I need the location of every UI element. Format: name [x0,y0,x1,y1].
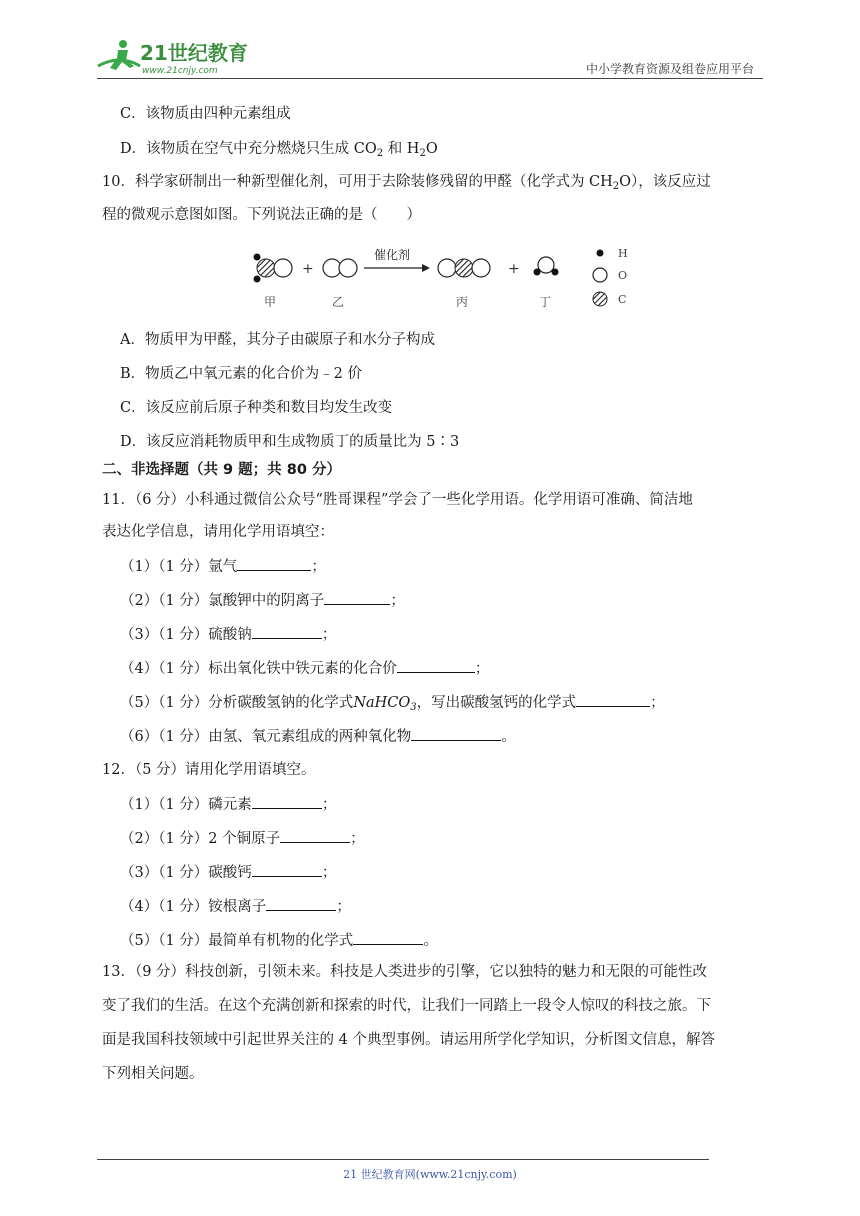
q12-item-3: （3）（1 分）碳酸钙 ； [120,862,336,883]
label-bing: 丙 [456,295,469,309]
svg-text:+: + [302,261,314,277]
answer-blank[interactable] [576,692,650,707]
label-yi: 乙 [332,295,345,309]
q10-option-a: A．物质甲为甲醛，其分子由碳原子和水分子构成 [120,332,435,348]
svg-text:H: H [618,247,628,260]
q11-item-4: （4）（1 分）标出氧化铁中铁元素的化合价 ； [120,658,489,679]
svg-text:21世纪教育: 21世纪教育 [140,41,248,65]
q10-option-c: C．该反应前后原子种类和数目均发生改变 [120,400,393,416]
answer-blank[interactable] [353,930,423,945]
q12-item-5: （5）（1 分）最简单有机物的化学式 。 [120,930,438,951]
section-title: 二、非选择题（共 9 题；共 80 分） [102,462,341,478]
answer-blank[interactable] [252,794,322,809]
svg-text:www.21cnjy.com: www.21cnjy.com [142,66,218,76]
svg-text:催化剂: 催化剂 [374,248,411,262]
answer-blank[interactable] [252,862,322,877]
q10-option-b: B．物质乙中氧元素的化合价为﹣2 价 [120,366,362,382]
q11-item-2: （2）（1 分）氯酸钾中的阴离子 ； [120,590,405,611]
q11-item-3: （3）（1 分）硫酸钠 ； [120,624,336,645]
answer-blank[interactable] [411,726,501,741]
svg-text:+: + [508,261,520,277]
label-ding: 丁 [539,295,552,309]
answer-blank[interactable] [237,556,311,571]
q11-stem-line2: 表达化学信息，请用化学用语填空： [102,524,334,540]
q11-stem-line1: 11．（6 分）小科通过微信公众号“胜哥课程”学会了一些化学用语。化学用语可准确、简洁地 [102,492,693,508]
molecule-jia [254,254,293,283]
site-logo [96,36,266,80]
header-divider [97,78,763,79]
q12-item-2: （2）（1 分）2 个铜原子 ； [120,828,365,849]
q13-line2: 变了我们的生活。在这个充满创新和探索的时代，让我们一同踏上一段令人惊叹的科技之旅。下 [102,998,711,1014]
label-jia: 甲 [264,295,277,309]
q13-line3: 面是我国科技领域中引起世界关注的 4 个典型事例。请运用所学化学知识，分析图文信息，解答 [102,1032,715,1048]
reaction-diagram [246,244,636,314]
q12-stem: 12．（5 分）请用化学用语填空。 [102,762,316,778]
svg-text:O: O [618,269,628,282]
q10-option-d: D．该反应消耗物质甲和生成物质丁的质量比为 5∶3 [120,434,460,450]
molecule-bing [438,259,490,277]
legend [593,247,628,306]
answer-blank[interactable] [266,896,336,911]
answer-blank[interactable] [252,624,322,639]
q11-item-1: （1）（1 分）氩气 ； [120,556,326,577]
q11-item-6: （6）（1 分）由氢、氧元素组成的两种氧化物 。 [120,726,516,747]
runner-icon [98,40,140,70]
svg-text:C: C [618,293,627,306]
header-platform-text: 中小学教育资源及组卷应用平台 [585,62,754,76]
q10-stem-line2: 程的微观示意图如图。下列说法正确的是（ ） [102,207,421,223]
molecule-yi [323,259,357,277]
answer-blank[interactable] [397,658,475,673]
answer-blank[interactable] [324,590,390,605]
q9-option-c: C．该物质由四种元素组成 [120,106,291,122]
footer-link[interactable]: 21 世纪教育网(www.21cnjy.com) [343,1168,517,1181]
q11-item-5: （5）（1 分）分析碳酸氢钠的化学式NaHCO$_3$，写出碳酸氢钙的化学式 ； [120,692,665,713]
q12-item-1: （1）（1 分）磷元素 ； [120,794,336,815]
q13-line1: 13．（9 分）科技创新，引领未来。科技是人类进步的引擎，它以独特的魅力和无限的可能性改 [102,964,708,980]
q13-line4: 下列相关问题。 [102,1066,204,1082]
footer-divider [97,1159,709,1160]
molecule-ding [534,257,559,276]
answer-blank[interactable] [280,828,350,843]
q12-item-4: （4）（1 分）铵根离子 ； [120,896,351,917]
q10-stem-line1: 10．科学家研制出一种新型催化剂，可用于去除装修残留的甲醛（化学式为 $CH_2O$），该反应过 [102,174,711,192]
q9-option-d: D．该物质在空气中充分燃烧只生成 $CO_2$ 和 $H_2O$ [120,141,438,159]
